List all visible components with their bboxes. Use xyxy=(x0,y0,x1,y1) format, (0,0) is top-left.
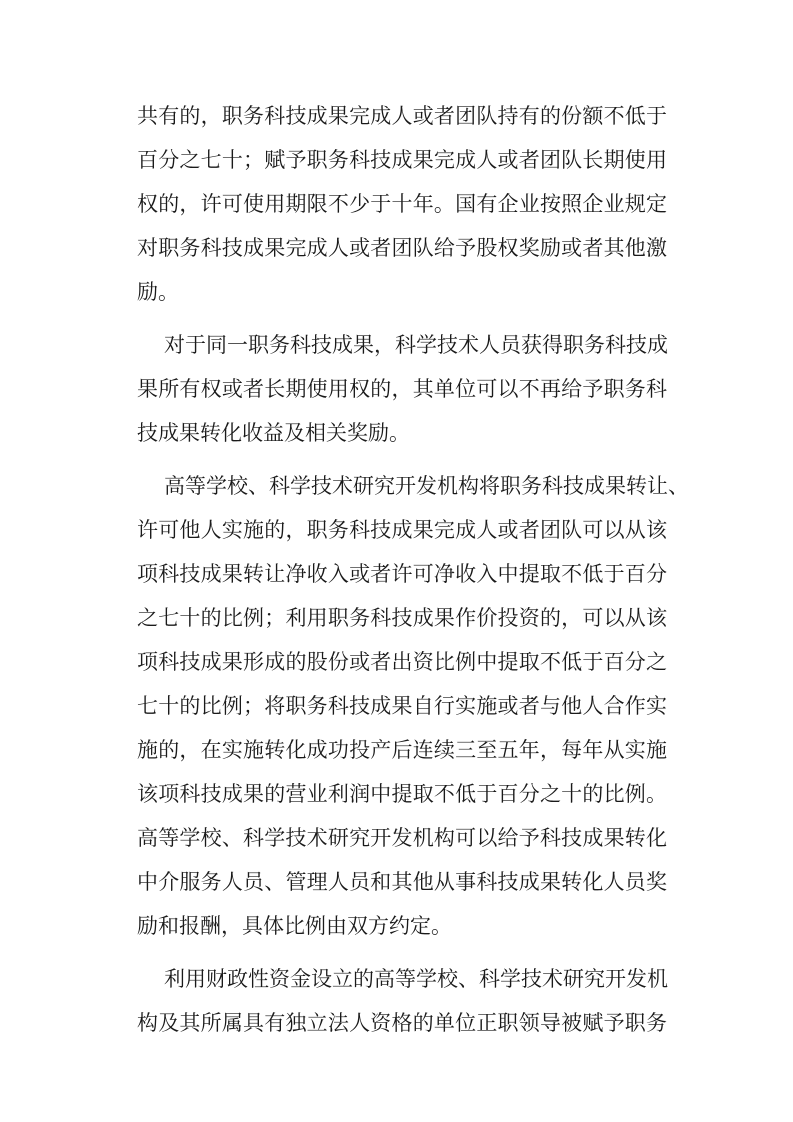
text-line: 对职务科技成果完成人或者团队给予股权奖励或者其他激 xyxy=(137,236,667,260)
text-line: 励和报酬，具体比例由双方约定。 xyxy=(137,914,452,938)
text-line: 果所有权或者长期使用权的，其单位可以不再给予职务科 xyxy=(137,377,667,401)
text-line: 七十的比例；将职务科技成果自行实施或者与他人合作实 xyxy=(137,694,667,718)
text-line: 百分之七十；赋予职务科技成果完成人或者团队长期使用 xyxy=(137,148,667,172)
text-line: 共有的，职务科技成果完成人或者团队持有的份额不低于 xyxy=(137,104,667,128)
text-line: 构及其所属具有独立法人资格的单位正职领导被赋予职务 xyxy=(137,1011,667,1035)
text-line: 施的，在实施转化成功投产后连续三至五年，每年从实施 xyxy=(137,738,667,762)
text-line: 技成果转化收益及相关奖励。 xyxy=(137,421,410,445)
text-line: 许可他人实施的，职务科技成果完成人或者团队可以从该 xyxy=(137,518,667,542)
text-line: 之七十的比例；利用职务科技成果作价投资的，可以从该 xyxy=(137,606,667,630)
text-line-indented: 利用财政性资金设立的高等学校、科学技术研究开发机 xyxy=(164,967,668,991)
text-line-indented: 高等学校、科学技术研究开发机构将职务科技成果转让、 xyxy=(164,474,689,498)
text-line: 励。 xyxy=(137,280,179,304)
text-line: 中介服务人员、管理人员和其他从事科技成果转化人员奖 xyxy=(137,870,667,894)
text-line: 高等学校、科学技术研究开发机构可以给予科技成果转化 xyxy=(137,826,667,850)
text-line: 权的，许可使用期限不少于十年。国有企业按照企业规定 xyxy=(137,192,667,216)
text-line: 项科技成果转让净收入或者许可净收入中提取不低于百分 xyxy=(137,562,667,586)
text-line: 该项科技成果的营业利润中提取不低于百分之十的比例。 xyxy=(137,782,667,806)
text-line: 项科技成果形成的股份或者出资比例中提取不低于百分之 xyxy=(137,650,667,674)
text-line-indented: 对于同一职务科技成果，科学技术人员获得职务科技成 xyxy=(164,333,668,357)
